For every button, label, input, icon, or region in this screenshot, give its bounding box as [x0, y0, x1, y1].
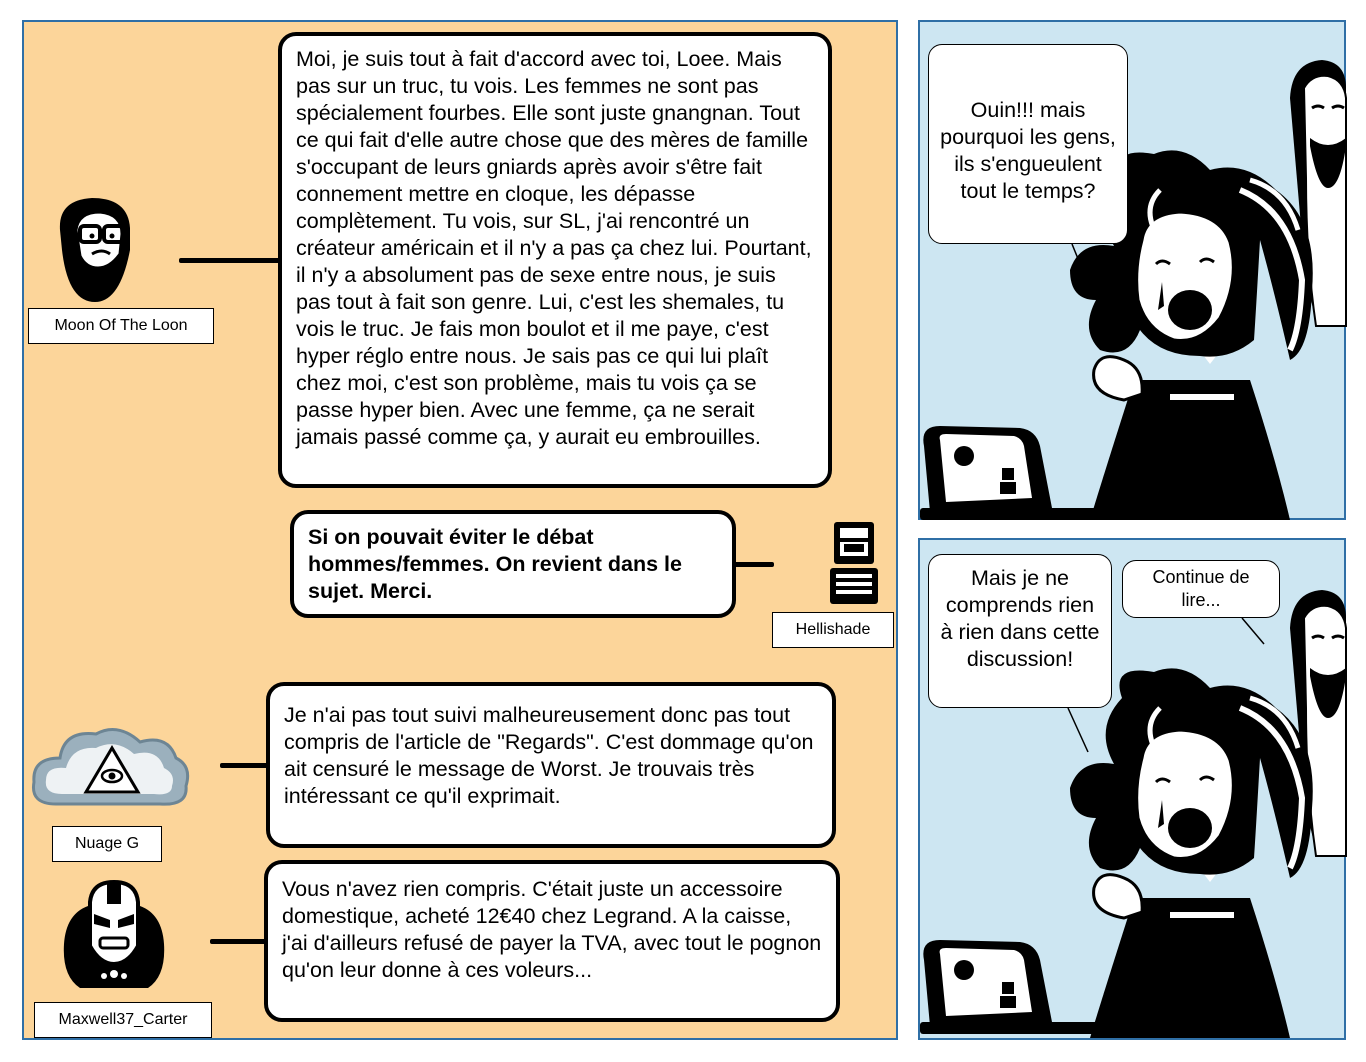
thought-bubble: Ouin!!! mais pourquoi les gens, ils s'engueulent tout le temps? — [928, 44, 1128, 244]
username-label: Moon Of The Loon — [28, 308, 214, 344]
maxwell37-carter-avatar — [58, 880, 170, 992]
bubble-tail — [1242, 618, 1272, 648]
laptop-icon — [920, 426, 1120, 522]
nuage-g-avatar — [30, 722, 190, 814]
crying-girl-panel-top — [918, 20, 1346, 520]
moderator-message-bubble: Si on pouvait éviter le débat hommes/femmes. On revient dans le sujet. Merci. — [290, 510, 736, 618]
username-label: Hellishade — [772, 612, 894, 648]
message-bubble: Moi, je suis tout à fait d'accord avec toi, Loee. Mais pas sur un truc, tu vois. Les femmes ne sont pas spécialement fourbes. Elle sont juste gnangnan. Tout ce qui fait d'elle autre chose que des mères de famille s'occupant de leurs gniards après avoir s'être fait connement mettre en cloque, les dépasse complètement. Tu vois, sur SL, j'ai rencontré un créateur américain et il n'y a pas ça chez lui. Pourtant, il n'y a absolument pas de sexe entre nous, je suis pas tout à fait son genre. Lui, c'est les shemales, tu vois le truc. Je fais mon boulot et il me paye, c'est hyper réglo entre nous. Je sais pas ce qui lui plaît chez moi, c'est son problème, mais tu vois ça se passe hyper bien. Avec une femme, ça ne serait jamais passé comme ça, y aurait eu embrouilles. — [278, 32, 832, 488]
connector-line — [732, 562, 774, 567]
moon-of-the-loon-avatar — [50, 190, 140, 302]
username-label: Nuage G — [52, 826, 162, 862]
connector-line — [179, 258, 283, 263]
chat-panel — [22, 20, 898, 1040]
message-bubble: Je n'ai pas tout suivi malheureusement donc pas tout compris de l'article de "Regards". C'est dommage qu'on ait censuré le message de Worst. Je trouvais très intéressant ce qu'il exprimait. — [266, 682, 836, 848]
hellishade-avatar — [830, 520, 878, 606]
bubble-tail — [1070, 244, 1100, 304]
username-label: Maxwell37_Carter — [34, 1002, 212, 1038]
message-bubble: Vous n'avez rien compris. C'était juste un accessoire domestique, acheté 12€40 chez Legrand. A la caisse, j'ai d'ailleurs refusé de payer la TVA, avec tout le pognon qu'on leur donne à ces voleurs... — [264, 860, 840, 1022]
laptop-icon — [920, 936, 1120, 1040]
connector-line — [220, 763, 270, 768]
jesus-speech-bubble: Continue de lire... — [1122, 560, 1280, 618]
thought-bubble: Mais je ne comprends rien à rien dans cette discussion! — [928, 554, 1112, 708]
connector-line — [210, 939, 268, 944]
bubble-tail — [1066, 708, 1096, 756]
crying-girl-panel-bottom — [918, 538, 1346, 1040]
